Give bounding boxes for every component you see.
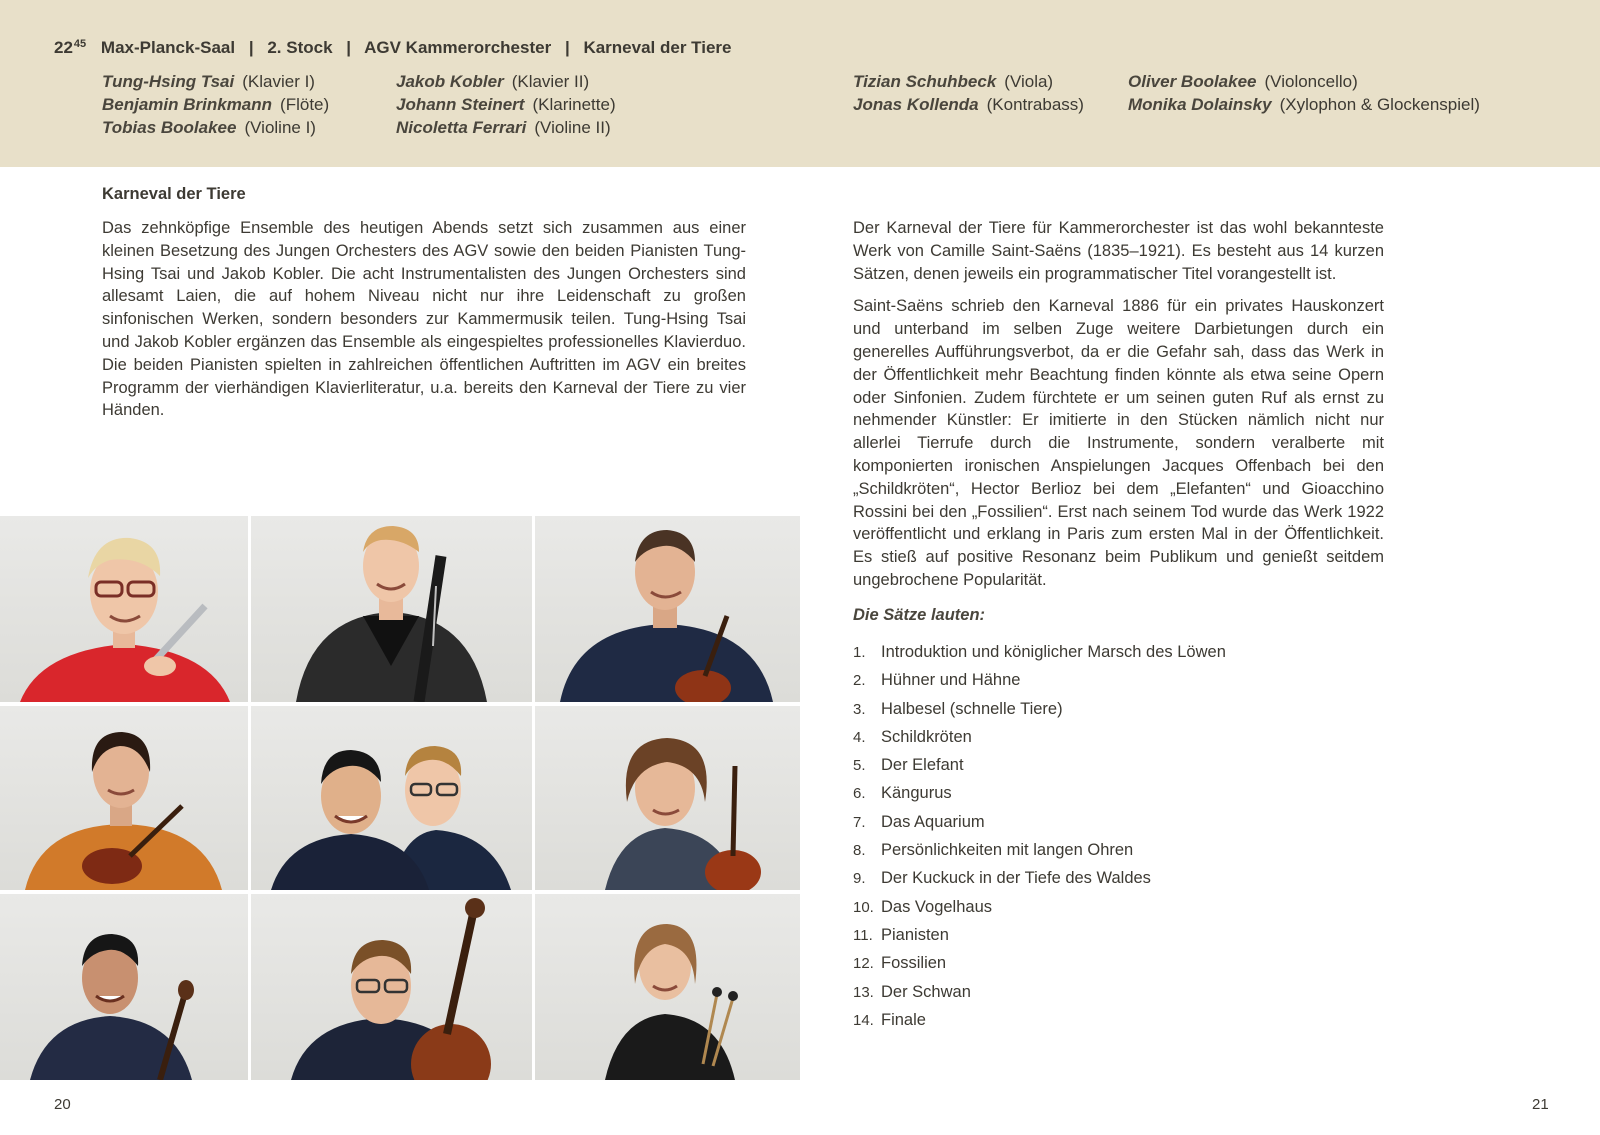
ensemble-name: AGV Kammerorchester (364, 38, 552, 57)
left-column (102, 217, 746, 422)
movement-item (853, 808, 1226, 836)
movement-number: 6. (853, 785, 866, 803)
photo-double-bass-player (251, 894, 532, 1080)
performer (396, 72, 589, 92)
musician-photo-grid (0, 516, 800, 1080)
movement-title: Finale (881, 1010, 926, 1029)
movement-title: Fossilien (881, 954, 947, 973)
movement-title: Der Elefant (881, 756, 964, 775)
performer-instrument: (Kontrabass) (986, 95, 1084, 114)
movement-title: Das Aquarium (881, 812, 985, 831)
photo-clarinet-player (251, 516, 532, 702)
performer-instrument: (Viola) (1004, 72, 1054, 91)
performer-name: Oliver Boolakee (1128, 72, 1257, 91)
movements-title: Die Sätze lauten: (853, 606, 986, 624)
movement-number: 13. (853, 983, 874, 1001)
photo-cellist (0, 894, 248, 1080)
performer-instrument: (Flöte) (280, 95, 330, 114)
performer (102, 72, 315, 92)
movement-title: Das Vogelhaus (881, 897, 992, 916)
movement-number: 1. (853, 644, 866, 661)
movement-item (853, 638, 1226, 666)
photo-violinist-1 (535, 516, 800, 702)
movement-title: Schildkröten (881, 727, 972, 746)
page-number-right: 21 (1532, 1096, 1549, 1113)
header-separator: | (564, 38, 570, 57)
movement-title: Persönlichkeiten mit langen Ohren (881, 841, 1134, 860)
movement-title: Kängurus (881, 784, 952, 803)
photo-percussionist (535, 894, 800, 1080)
section-title: Karneval der Tiere (102, 185, 246, 203)
movement-title: Halbesel (schnelle Tiere) (881, 699, 1063, 718)
movement-number: 12. (853, 955, 874, 973)
photo-flute-player (0, 516, 248, 702)
movement-item (853, 751, 1226, 779)
header-separator: | (248, 38, 254, 57)
performer-instrument: (Klavier II) (511, 72, 590, 91)
history-paragraph-2: Saint-Saëns schrieb den Karneval 1886 für ein privates Hauskonzert und unterband im selben Zuge weitere Darbietungen durch ein generelles Aufführungsverbot, da er die Gefahr sah, dass das Werk in der Öffentlichkeit mehr Beachtung finden könnte als etwa seine Opern oder Sinfonien. Zudem fürchtete er um seinen guten Ruf als ernst zu nehmender Künstler: Er imitierte in den Stücken nämlich nicht nur allerlei Tierrufe durch die Instrumente, sondern veralberte mit komponierten ironischen Anspielungen Jacques Offenbach bei den „Schildkröten“, Hector Berlioz bei dem „Elefanten“ und Gioacchino Rossini bei den „Fossilien“. Erst nach seinem Tod wurde das Werk 1922 veröffentlicht und erklang in Paris zum ersten Mal in der Öffentlichkeit. Es stieß auf positive Resonanz beim Publikum und genießt seitdem ungebrochene Popularität. (853, 297, 1384, 589)
performer-name: Tobias Boolakee (102, 118, 237, 137)
movement-number: 11. (853, 926, 873, 944)
performer (1128, 95, 1480, 115)
movement-item (853, 921, 1226, 949)
header-line (54, 38, 731, 58)
performer-instrument: (Violine I) (244, 118, 316, 137)
movement-item (853, 666, 1226, 694)
movement-title: Der Schwan (881, 982, 971, 1001)
movement-item (853, 836, 1226, 864)
time-hour: 22 (54, 38, 73, 57)
movement-item (853, 949, 1226, 977)
movement-title: Der Kuckuck in der Tiefe des Waldes (881, 869, 1151, 888)
program-title: Karneval der Tiere (583, 38, 732, 57)
movement-number: 5. (853, 757, 866, 775)
performer-name: Jakob Kobler (396, 72, 504, 91)
performer-name: Jonas Kollenda (853, 95, 979, 114)
history-paragraph-1: Der Karneval der Tiere für Kammerorchester ist das wohl bekannteste Werk von Camille Saint-Saëns (1835–1921). Es besteht aus 14 kurzen Sätzen, denen jeweils ein programmatischer Titel vorangestellt ist. (853, 219, 1384, 283)
right-column (853, 217, 1384, 592)
time-minutes: 45 (73, 38, 87, 50)
photo-viola-player (535, 706, 800, 890)
photo-pianists-duo (251, 706, 532, 890)
performer-name: Tizian Schuhbeck (853, 72, 997, 91)
performer-name: Nicoletta Ferrari (396, 118, 527, 137)
movement-number: 10. (853, 898, 874, 916)
header-separator: | (346, 38, 352, 57)
performer-instrument: (Violine II) (534, 118, 611, 137)
performer-instrument: (Xylophon & Glockenspiel) (1279, 95, 1480, 114)
performer-instrument: (Violoncello) (1264, 72, 1358, 91)
movement-item (853, 978, 1226, 1006)
movement-number: 7. (853, 813, 866, 831)
performer (102, 118, 316, 138)
floor: 2. Stock (267, 38, 333, 57)
movement-title: Pianisten (881, 925, 949, 944)
movement-number: 2. (853, 672, 866, 690)
performer-name: Monika Dolainsky (1128, 95, 1272, 114)
movements-list (853, 638, 1226, 1034)
performer (853, 72, 1053, 92)
performer-name: Benjamin Brinkmann (102, 95, 273, 114)
performer-instrument: (Klavier I) (242, 72, 315, 91)
performer (396, 95, 616, 115)
movement-item (853, 893, 1226, 921)
venue: Max-Planck-Saal (100, 38, 236, 57)
performer-name: Johann Steinert (396, 95, 525, 114)
performer (102, 95, 329, 115)
performer-instrument: (Klarinette) (532, 95, 616, 114)
intro-paragraph: Das zehnköpfige Ensemble des heutigen Abends setzt sich zusammen aus einer kleinen Besetzung des Jungen Orchesters des AGV sowie den beiden Pianisten Tung-Hsing Tsai und Jakob Kobler. Die acht Instrumentalisten des Jungen Orchesters sind allesamt Laien, die auf hohem Niveau nicht nur ihre Leidenschaft zu großen sinfonischen Werken, sondern besonders zur Kammermusik teilen. Tung-Hsing Tsai und Jakob Kobler ergänzen das Ensemble als eingespieltes professionelles Klavierduo. Die beiden Pianisten spielten in zahlreichen öffentlichen Auftritten im AGV ein breites Programm der vierhändigen Klavierliteratur, u.a. bereits den Karneval der Tiere zu vier Händen. (102, 219, 746, 420)
performer-name: Tung-Hsing Tsai (102, 72, 235, 91)
performer (396, 118, 611, 138)
performer (1128, 72, 1358, 92)
movement-number: 14. (853, 1011, 874, 1029)
movement-number: 4. (853, 728, 866, 746)
movement-item (853, 779, 1226, 807)
page-number-left: 20 (54, 1096, 71, 1113)
photo-violinist-2 (0, 706, 248, 890)
performer (853, 95, 1084, 115)
movement-item (853, 864, 1226, 892)
movement-title: Hühner und Hähne (881, 671, 1021, 690)
movement-item (853, 695, 1226, 723)
movement-number: 3. (853, 700, 866, 718)
movement-item (853, 1006, 1226, 1034)
movement-number: 8. (853, 842, 866, 860)
movement-title: Introduktion und königlicher Marsch des Löwen (881, 643, 1226, 661)
movement-number: 9. (853, 870, 866, 888)
movement-item (853, 723, 1226, 751)
